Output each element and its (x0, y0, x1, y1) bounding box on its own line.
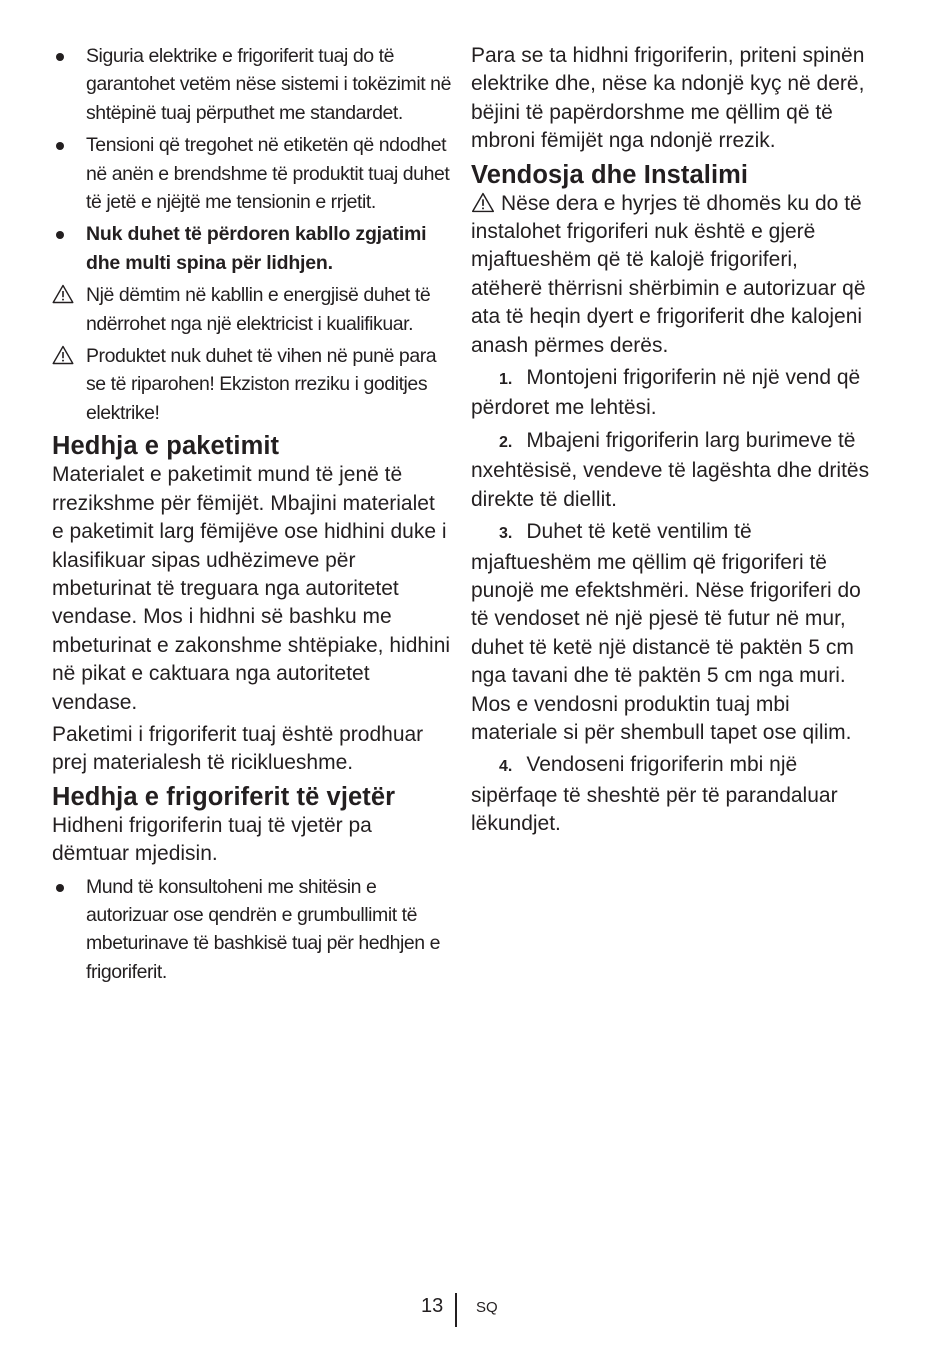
old-fridge-bullets (52, 873, 452, 987)
page-footer (0, 1293, 950, 1329)
page-number: 13 (421, 1295, 444, 1317)
installation-step (471, 427, 871, 514)
step-number: 1. (499, 371, 513, 389)
section-heading-packaging: Hedhja e paketimit (52, 432, 280, 461)
warning-triangle-icon (52, 284, 74, 304)
step-text: Duhet të ketë ventilim të mjaftueshëm me qëllim që frigoriferi të punojë me efektshmëri. Nëse frigoriferi do të vendoset në një pjesë të futur në mur, duhet të ketë një distancë të paktën 5 cm nga tavani dhe të paktën 5 cm nga muri. Mos e vendosni produktin tuaj mbi materiale si për shembull tapet ose qilim. (471, 520, 861, 744)
warning-note (52, 281, 452, 338)
bullet-icon (56, 53, 64, 61)
warning-text: Nëse dera e hyrjes të dhomës ku do të instalohet frigoriferi nuk është e gjerë mjaftueshëm që të kalojë frigoriferi, atëherë thërrisni shërbimin e autorizuar që ata të heqin dyert e frigoriferit dhe kalojeni anash përmes derës. (471, 191, 866, 357)
packaging-paragraph: Paketimi i frigoriferit tuaj është prodhuar prej materialesh të ricikluеshme. (52, 722, 424, 775)
installation-step (471, 751, 871, 838)
bullet-text: Nuk duhet të përdoren kabllo zgjatimi dhe multi spina për lidhjen. (86, 223, 427, 274)
bullet-icon (56, 884, 64, 892)
warning-triangle-icon (471, 192, 495, 213)
safety-bullets (52, 42, 452, 277)
list-item (52, 873, 452, 987)
bullet-icon (56, 142, 64, 150)
warning-triangle-icon (52, 345, 74, 365)
old-fridge-paragraph: Hidheni frigoriferin tuaj të vjetër pa dëmtuar mjedisin. (52, 813, 372, 866)
installation-step (471, 364, 871, 423)
list-item (52, 131, 452, 216)
left-column (52, 42, 452, 990)
installation-warning (471, 190, 871, 360)
section-heading-old-fridge: Hedhja e frigoriferit të vjetër (52, 782, 396, 811)
warning-text: Produktet nuk duhet të vihen në punë para se të riparohen! Ekziston rreziku i goditjes elektrike! (86, 345, 437, 424)
step-text: Vendoseni frigoriferin mbi një sipërfaqe të sheshtë për të parandaluar lëkundjet. (471, 753, 838, 836)
bullet-icon (56, 231, 64, 239)
warning-text: Një dëmtim në kabllin e energjisë duhet të ndërrohet nga një elektricist i kualifikuar. (86, 284, 431, 335)
bullet-text: Tensioni që tregohet në etiketën që ndodhet në anën e brendshme të produktit tuaj duhet të jetë e njëjtë me tensionin e rrjetit. (86, 134, 450, 214)
footer-divider (455, 1293, 457, 1327)
list-item (52, 42, 452, 127)
step-number: 4. (499, 758, 513, 776)
language-code: SQ (476, 1299, 498, 1316)
step-text: Montojeni frigoriferin në një vend që përdoret me lehtësi. (471, 366, 861, 420)
step-number: 3. (499, 525, 513, 543)
warning-note (52, 342, 452, 427)
right-column (471, 42, 871, 843)
bullet-text: Mund të konsultoheni me shitësin e autorizuar ose qendrën e grumbullimit të mbeturinave të bashkisë tuaj për hedhjen e frigoriferit. (86, 875, 441, 983)
disposal-intro-paragraph: Para se ta hidhni frigoriferin, priteni spinën elektrike dhe, nëse ka ndonjë kyç në derë, bëjini të papërdorshme me qëllim që të mbroni fëmijët nga ndonjë rrezik. (471, 44, 865, 153)
section-heading-installation: Vendosja dhe Instalimi (471, 160, 749, 189)
installation-step (471, 518, 871, 747)
step-text: Mbajeni frigoriferin larg burimeve të nxehtësisë, vendeve të lagështa dhe dritës direkte të diellit. (471, 428, 870, 511)
packaging-paragraph: Materialet e paketimit mund të jenë të rrezikshme për fëmijët. Mbajini materialet e paketimit larg fëmijëve ose hidhini duke i klasifikuar sipas udhëzimeve për mbeturinat të treguara nga autoritetet vendase. Mos i hidhni së bashku me mbeturinat e zakonshme shtëpiake, hidhini në pikat e caktuara nga autoritetet vendase. (52, 463, 451, 714)
step-number: 2. (499, 433, 513, 451)
bullet-text: Siguria elektrike e frigoriferit tuaj do të garantohet vetëm nëse sistemi i tokëzimit në shtëpinë tuaj përputhet me standardet. (86, 45, 451, 124)
list-item (52, 220, 452, 277)
